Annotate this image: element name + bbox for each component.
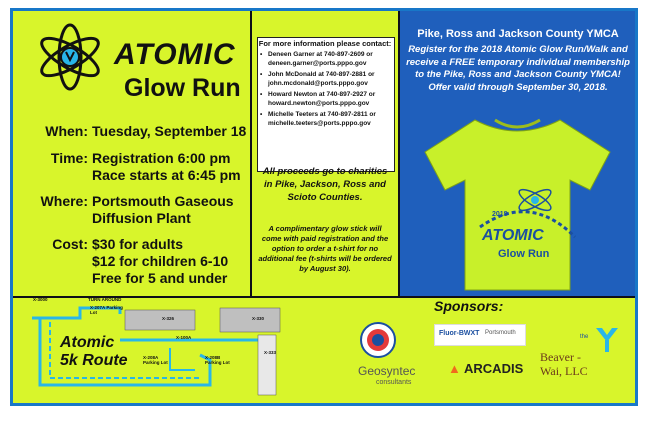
- contact-email[interactable]: michelle.teeters@ports.pppo.gov: [268, 119, 371, 127]
- route-title-1: Atomic: [60, 334, 115, 351]
- contact-item: [260, 71, 391, 88]
- contact-phone: • Howard Newton at 740-897-2927 or: [268, 91, 376, 98]
- time-value-2: Race starts at 6:45 pm: [92, 167, 241, 183]
- glow-stick-note: A complimentary glow stick will come with paid registration and the option to order a t-shirt for no additional fee (t-shirts will be ordered by August 30).: [258, 224, 392, 273]
- where-label: Where:: [40, 193, 88, 209]
- time-label: Time:: [50, 150, 88, 166]
- contact-list: [260, 51, 391, 131]
- geosyntec-subtitle: consultants: [376, 379, 412, 386]
- beaver-wai-logo: [540, 350, 588, 378]
- route-label-x330: X-330: [252, 316, 265, 321]
- when-label: When:: [45, 123, 88, 139]
- contact-phone: • Deneen Garner at 740-897-2609 or: [268, 51, 373, 58]
- ymca-logo: [580, 322, 622, 354]
- where-value-1: Portsmouth Gaseous: [92, 193, 234, 209]
- route-label-x208a: X-208A Parking Lot: [143, 355, 168, 365]
- arcadis-logo: [448, 361, 523, 376]
- ymca-heading: Pike, Ross and Jackson County YMCA: [417, 28, 619, 40]
- fluor-bwxt-logo: [434, 324, 526, 346]
- route-label-x207a: X-207A Parking Lot: [90, 305, 123, 315]
- when-value: Tuesday, September 18: [92, 123, 247, 139]
- beaver-wai-line2: Wai, LLC: [540, 364, 588, 378]
- contact-item: [260, 111, 391, 128]
- route-label-x326: X-326: [162, 316, 175, 321]
- time-value-1: Registration 6:00 pm: [92, 150, 231, 166]
- route-label-x3000: X-3000: [33, 297, 48, 302]
- contact-phone: • John McDonald at 740-897-2881 or: [268, 71, 375, 78]
- ymca-logo-text: the: [580, 334, 589, 340]
- event-subtitle: Glow Run: [124, 74, 241, 102]
- event-title: ATOMIC: [114, 38, 236, 71]
- cost-value-3: Free for 5 and under: [92, 270, 228, 286]
- route-title: [60, 334, 128, 370]
- where-value-2: Diffusion Plant: [92, 210, 191, 226]
- fluor-text: Fluor-BWXT: [439, 330, 480, 337]
- route-label-turnaround: TURN AROUND: [88, 297, 122, 302]
- shirt-year: 2018: [492, 211, 508, 218]
- tshirt-image: [420, 112, 615, 292]
- route-label-x100a: X-100A: [176, 335, 192, 340]
- shirt-title: ATOMIC: [482, 227, 544, 244]
- portsmouth-text: Portsmouth: [485, 330, 516, 336]
- contact-email[interactable]: deneen.garner@ports.pppo.gov: [268, 59, 367, 67]
- geosyntec-logo: Geosyntec: [358, 364, 416, 378]
- arcadis-mark-icon: ▲: [448, 361, 461, 376]
- route-label-x333: X-333: [264, 350, 277, 355]
- contact-email[interactable]: howard.newton@ports.pppo.gov: [268, 99, 370, 107]
- proceeds-text: All proceeds go to charities in Pike, Jackson, Ross and Scioto Counties.: [262, 166, 388, 203]
- beaver-wai-line1: Beaver -: [540, 350, 581, 364]
- route-label-x208b: X-208B Parking Lot: [205, 355, 230, 365]
- ymca-offer-text: Register for the 2018 Atomic Glow Run/Walk and receive a FREE temporary individual membership to the Pike, Ross and Jackson County YMCA! Offer valid through September 30, 2018.: [406, 44, 630, 93]
- contact-phone: • Michelle Teeters at 740-897-2811 or: [268, 111, 376, 118]
- sponsor-seal-logo: [360, 322, 396, 358]
- arcadis-text: ARCADIS: [464, 361, 524, 376]
- shirt-subtitle: Glow Run: [498, 248, 550, 260]
- contact-item: [260, 51, 391, 68]
- contact-heading: For more information please contact:: [258, 39, 392, 48]
- sponsors-heading: Sponsors:: [434, 298, 504, 314]
- route-title-2: 5k Route: [60, 352, 128, 369]
- contact-email[interactable]: john.mcdonald@ports.pppo.gov: [268, 79, 368, 87]
- contact-item: [260, 91, 391, 108]
- cost-label: Cost:: [52, 236, 88, 252]
- cost-value-1: $30 for adults: [92, 236, 184, 252]
- cost-value-2: $12 for children 6-10: [92, 253, 229, 269]
- atom-runner-logo: [35, 22, 105, 92]
